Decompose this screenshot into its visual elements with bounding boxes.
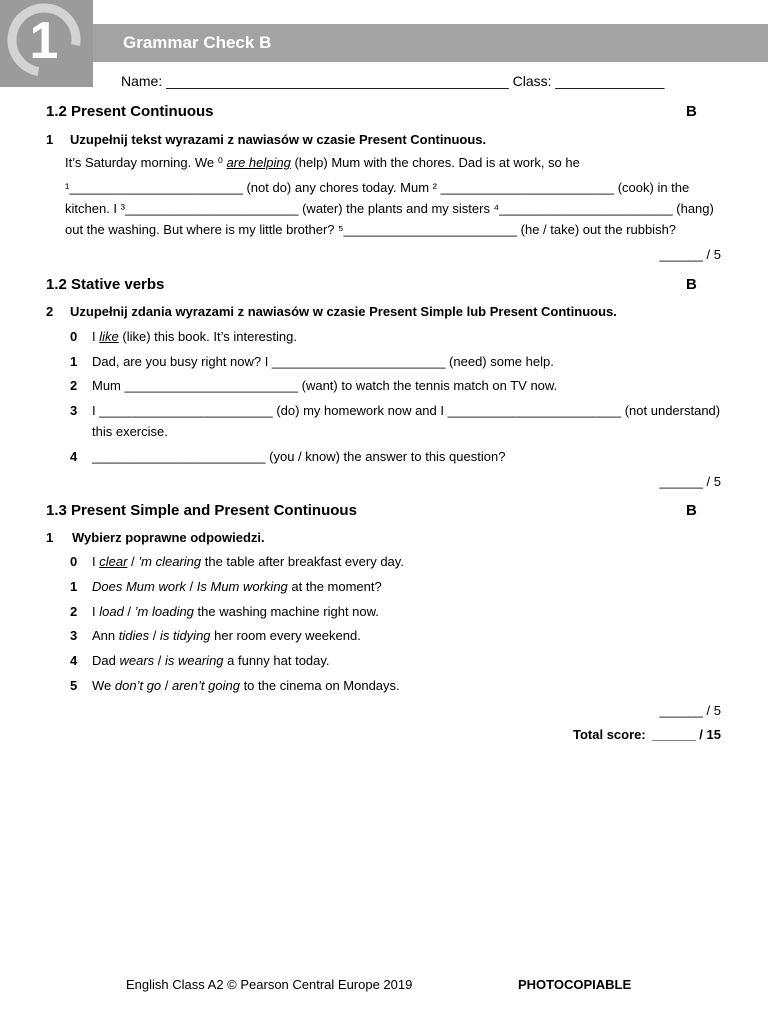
section-title: 1.2 Stative verbs	[46, 276, 165, 293]
choice-item: I clear / ’m clearing the table after breakfast every day.	[92, 554, 404, 569]
choice-option[interactable]: wears	[119, 653, 155, 668]
footer-photocopiable: PHOTOCOPIABLE	[518, 977, 632, 992]
class-field[interactable]: ______________	[555, 73, 665, 89]
item-number: 1	[70, 579, 78, 594]
text-line: It’s Saturday morning. We ⁰ are helping (help) Mum with the chores. Dad is at work, so he	[65, 155, 580, 170]
choice-item: Ann tidies / is tidying her room every weekend.	[92, 628, 361, 643]
item-number: 0	[70, 554, 78, 569]
list-item[interactable]: I ________________________ (do) my homework now and I ________________________ (not understand)	[92, 403, 721, 418]
exercise-instruction: Uzupełnij zdania wyrazami z nawiasów w czasie Present Simple lub Present Continuous.	[70, 304, 617, 319]
version-letter: B	[686, 276, 697, 293]
choice-item: We don’t go / aren’t going to the cinema on Mondays.	[92, 678, 400, 693]
choice-option[interactable]: load	[99, 604, 124, 619]
choice-option[interactable]: Does Mum work	[92, 579, 186, 594]
name-class-row	[121, 73, 664, 89]
exercise-number: 1	[46, 132, 54, 147]
total-score-label: Total score:	[573, 727, 646, 742]
name-label: Name:	[121, 73, 163, 89]
choice-item: I load / ’m loading the washing machine right now.	[92, 604, 379, 619]
item-number: 3	[70, 403, 78, 418]
section-score[interactable]: ______ / 5	[659, 247, 721, 262]
text-line[interactable]: ¹________________________ (not do) any chores today. Mum ² ________________________ (cook) in the	[65, 180, 690, 195]
section-title: 1.2 Present Continuous	[46, 103, 214, 120]
section-score[interactable]: ______ / 5	[659, 474, 721, 489]
list-item[interactable]: Mum ________________________ (want) to watch the tennis match on TV now.	[92, 378, 558, 393]
version-letter: B	[686, 502, 697, 519]
unit-badge	[0, 0, 93, 87]
section-title: 1.3 Present Simple and Present Continuous	[46, 502, 357, 519]
choice-option[interactable]: tidies	[118, 628, 150, 643]
choice-item: Does Mum work / Is Mum working at the moment?	[92, 579, 382, 594]
list-item[interactable]: ________________________ (you / know) the answer to this question?	[92, 449, 506, 464]
list-item[interactable]: Dad, are you busy right now? I ________________________ (need) some help.	[92, 354, 554, 369]
choice-option[interactable]: clear	[99, 554, 128, 569]
item-number: 0	[70, 329, 78, 344]
text-line[interactable]: kitchen. I ³________________________ (water) the plants and my sisters ⁴________________________ (hang)	[65, 201, 714, 216]
choice-item: Dad wears / is wearing a funny hat today.	[92, 653, 330, 668]
item-number: 2	[70, 604, 78, 619]
unit-circle-icon	[0, 0, 93, 87]
total-score-field[interactable]: ______ / 15	[652, 727, 721, 742]
unit-number: 1	[29, 12, 59, 70]
choice-option[interactable]: don’t go	[114, 678, 162, 693]
choice-option[interactable]: is wearing	[165, 653, 224, 668]
choice-option[interactable]: ’m clearing	[138, 554, 202, 569]
list-item: I like (like) this book. It’s interesting.	[92, 329, 297, 344]
example-answer: are helping	[226, 155, 291, 170]
item-number: 2	[70, 378, 78, 393]
item-number: 3	[70, 628, 78, 643]
choice-option[interactable]: ’m loading	[134, 604, 194, 619]
item-number: 4	[70, 653, 78, 668]
footer-copyright: English Class A2 © Pearson Central Europe 2019	[126, 977, 413, 992]
example-answer: like	[99, 329, 119, 344]
version-letter: B	[686, 103, 697, 120]
section-score[interactable]: ______ / 5	[659, 703, 721, 718]
exercise-instruction: Uzupełnij tekst wyrazami z nawiasów w czasie Present Continuous.	[70, 132, 487, 147]
item-number: 4	[70, 449, 78, 464]
choice-option[interactable]: aren’t going	[172, 678, 240, 693]
choice-option[interactable]: is tidying	[159, 628, 211, 643]
name-field[interactable]: ____________________________________________	[166, 73, 509, 89]
class-label: Class:	[512, 73, 552, 89]
page-title: Grammar Check B	[123, 33, 272, 52]
choice-option[interactable]: Is Mum working	[196, 579, 288, 594]
exercise-number: 2	[46, 304, 54, 319]
exercise-number: 1	[46, 530, 54, 545]
text-line[interactable]: out the washing. But where is my little brother? ⁵________________________ (he / take) out the rubbish?	[65, 222, 677, 237]
title-bar	[93, 24, 768, 62]
item-number: 1	[70, 354, 78, 369]
item-number: 5	[70, 678, 78, 693]
list-item-continuation: this exercise.	[92, 424, 168, 439]
exercise-instruction: Wybierz poprawne odpowiedzi.	[72, 530, 265, 545]
